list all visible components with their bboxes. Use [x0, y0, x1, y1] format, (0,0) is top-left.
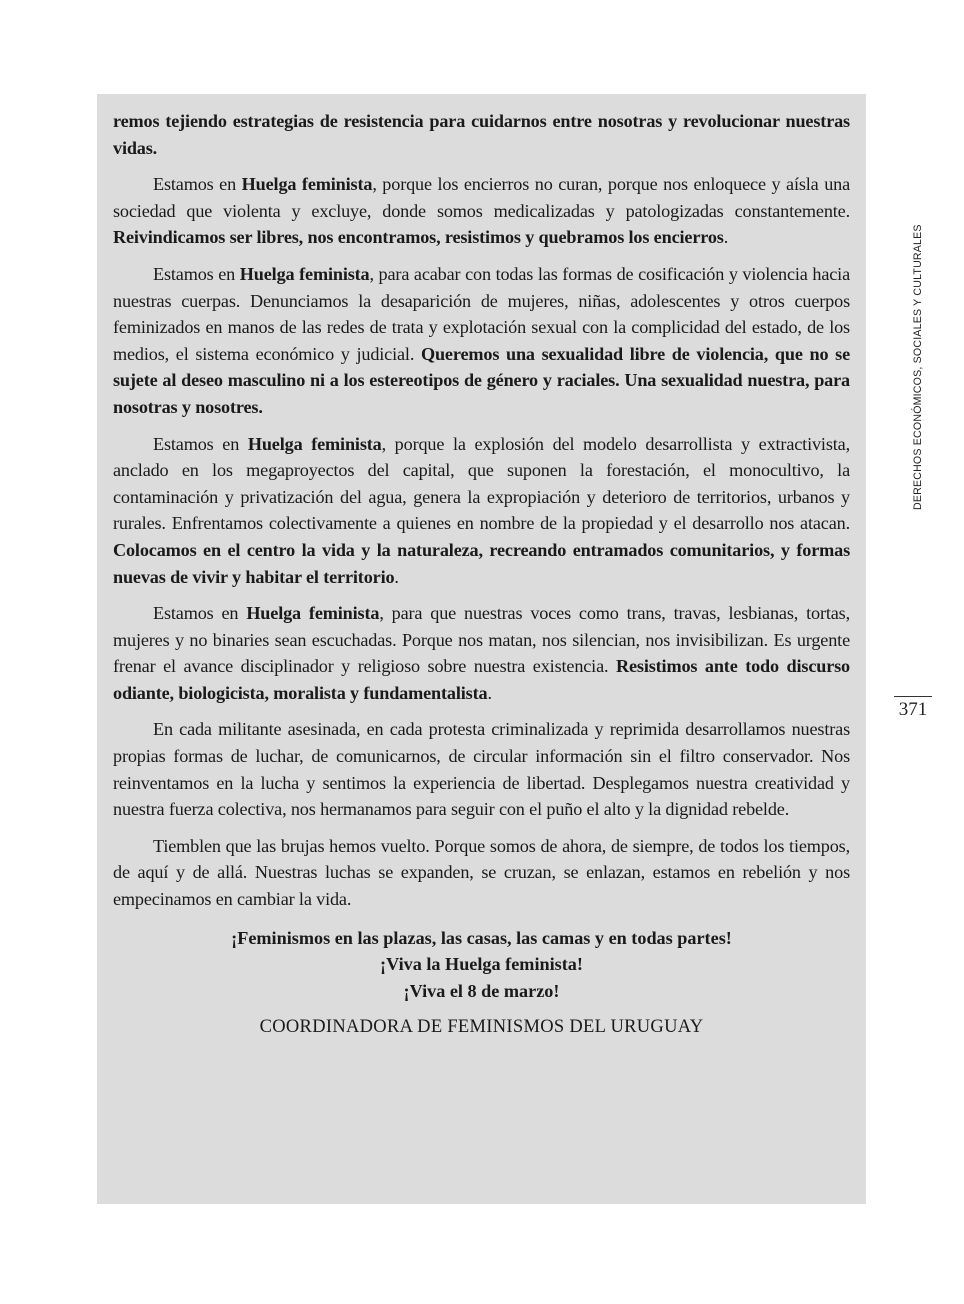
paragraph-encierros — [113, 171, 850, 251]
bold-text: Huelga feminista — [246, 603, 380, 624]
page-number: 371 — [898, 699, 928, 720]
slogan-line: ¡Feminismos en las plazas, las casas, las camas y en todas partes! — [231, 927, 732, 948]
text: . — [723, 227, 729, 248]
text: , para que nuestras voces como trans, travas, lesbianas, tortas, mujeres y no binaries sean escuchadas. Porque nos matan, nos silencian, nos invisibilizan. Es urgente frenar el avance disciplinador y religioso sobre nuestra existencia. — [113, 603, 850, 677]
slogan-line: ¡Viva la Huelga feminista! — [380, 954, 583, 975]
bold-text: Queremos una sexualidad libre de violencia, que no se sujete al deseo masculino ni a los estereotipos de género y raciales. Una sexualidad nuestra, para nosotras y nosotres. — [113, 343, 850, 417]
bold-text: Colocamos en el centro la vida y la naturaleza, recreando entramados comunitarios, y formas nuevas de vivir y habitar el territorio — [113, 539, 850, 587]
bold-text: Reivindicamos ser libres, nos encontramos, resistimos y quebramos los encierros — [113, 227, 724, 248]
paragraph-voces — [113, 600, 850, 706]
paragraph-militante: En cada militante asesinada, en cada protesta criminalizada y reprimida desarrollamos nuestras propias formas de luchar, de comunicarnos, de circular información sin el filtro conservador. Nos reinventamos en la lucha y sentimos la experiencia de libertad. Desplegamos nuestra creatividad y nuestra fuerza colectiva, nos hermanamos para seguir con el puño el alto y la dignidad rebelde. — [113, 719, 850, 820]
text: , porque la explosión del modelo desarrollista y extractivista, anclado en los megaproyectos del capital, que suponen la forestación, el monocultivo, la contaminación y privatización del agua, genera la expropiación y deterioro de territorios, urbanos y rurales. Enfrentamos colectivamente a quienes en nombre de la propiedad y el desarrollo nos atacan. — [113, 433, 850, 534]
page-number-rule — [894, 696, 932, 697]
paragraph-brujas: Tiemblen que las brujas hemos vuelto. Porque somos de ahora, de siempre, de todos los tiempos, de aquí y de allá. Nuestras luchas se expanden, se cruzan, se enlazan, estamos en rebelión y nos empecinamos en cambiar la vida. — [113, 835, 850, 910]
text: . — [487, 682, 492, 703]
section-label: DERECHOS ECONÓMICOS, SOCIALES Y CULTURALES — [912, 224, 924, 510]
manifesto-box — [97, 94, 866, 1204]
slogan-line: ¡Viva el 8 de marzo! — [403, 980, 560, 1001]
paragraph-extractivismo — [113, 431, 850, 591]
slogans — [113, 925, 850, 1005]
signature: COORDINADORA DE FEMINISMOS DEL URUGUAY — [259, 1017, 704, 1038]
bold-text: Huelga feminista — [241, 174, 373, 195]
text: Estamos en — [153, 603, 247, 624]
bold-text: remos tejiendo estrategias de resistencia para cuidarnos entre nosotras y revolucionar nuestras vidas. — [113, 111, 850, 158]
bold-text: Resistimos ante todo discurso odiante, biologicista, moralista y fundamentalista — [113, 656, 851, 703]
text: . — [394, 566, 399, 587]
text: Estamos en — [153, 263, 240, 284]
text: , para acabar con todas las formas de cosificación y violencia hacia nuestras cuerpas. Denunciamos la desaparición de mujeres, niñas, adolescentes y otros cuerpos feminizados en manos de las redes de trata y explotación sexual con la complicidad del estado, de los medios, el sistema económico y judicial. — [113, 263, 851, 364]
text: Estamos en — [153, 174, 242, 195]
bold-text: Huelga feminista — [239, 263, 370, 284]
text: Estamos en — [153, 433, 248, 454]
paragraph-violencia — [113, 261, 850, 421]
bold-text: Huelga feminista — [247, 433, 382, 454]
paragraph-continuation — [113, 108, 850, 161]
text: , porque los encierros no curan, porque nos enloquece y aísla una sociedad que violenta y excluye, donde somos medicalizadas y patologizadas constantemente. — [113, 174, 851, 221]
